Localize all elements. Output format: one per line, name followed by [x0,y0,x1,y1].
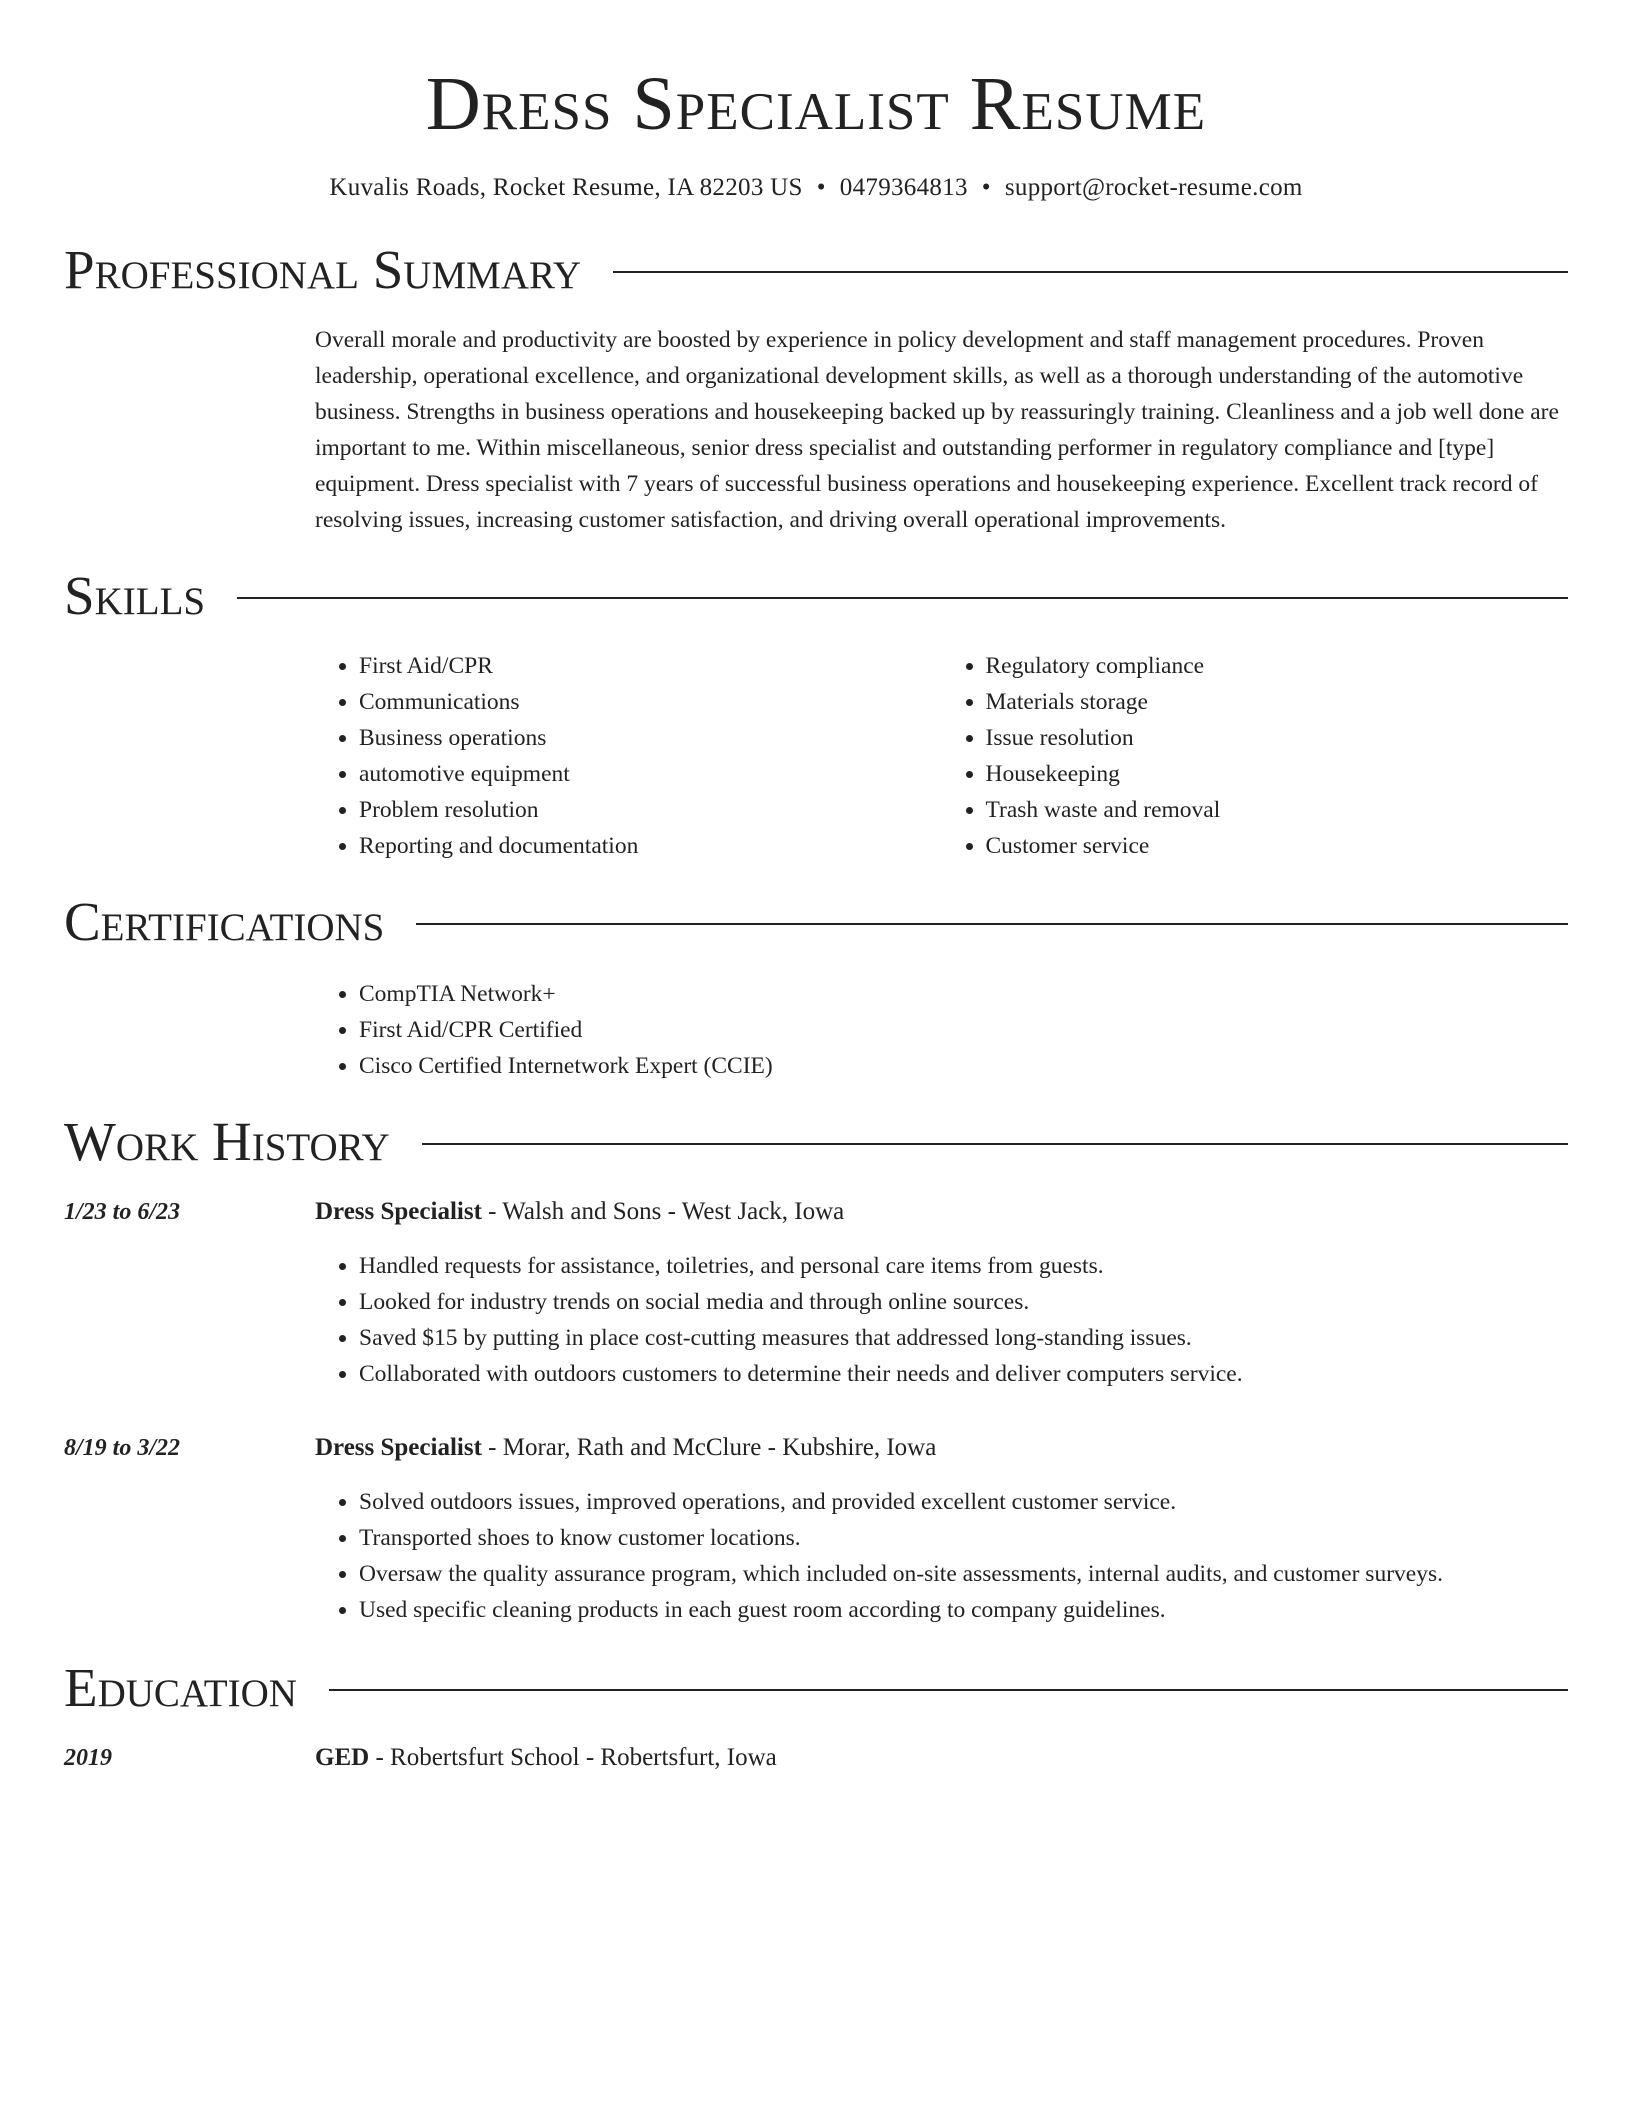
resume-page [64,0,1568,1776]
job-dates: 8/19 to 3/22 [64,1435,181,1461]
skill-item: • Problem resolution [359,792,942,828]
contact-separator: • [816,174,826,201]
job-bullets [315,1484,1568,1628]
skill-item: • Communications [359,684,942,720]
education-year: 2019 [64,1745,112,1771]
section-divider [237,597,1568,599]
work-history-heading: Work History [64,1111,390,1172]
certifications-section-header [64,892,1568,952]
contact-separator: • [981,174,991,201]
job-bullet: • Oversaw the quality assurance program, which included on-site assessments, internal audits, and customer surveys. [359,1556,1568,1592]
section-divider [422,1143,1568,1145]
education-line [315,1740,1568,1776]
skill-item: • First Aid/CPR [359,648,942,684]
education-section-header [64,1658,1568,1718]
job-bullet: • Used specific cleaning products in each guest room according to company guidelines. [359,1592,1568,1628]
skill-item: • Materials storage [986,684,1569,720]
job-bullet: • Collaborated with outdoors customers to determine their needs and deliver computers service. [359,1356,1568,1392]
contact-phone: 0479364813 [839,174,968,201]
job-role: Dress Specialist [315,1434,482,1461]
summary-text: Overall morale and productivity are boosted by experience in policy development and staff management procedures. Proven leadership, operational excellence, and organizational development skills, as well as a thorough understanding of the automotive business. Strengths in business operations and housekeeping backed up by reassuringly training. Cleanliness and a job well done are important to me. Within miscellaneous, senior dress specialist and outstanding performer in regulatory compliance and [type] equipment. Dress specialist with 7 years of successful business operations and housekeeping experience. Excellent track record of resolving issues, increasing customer satisfaction, and driving overall operational improvements. [315,327,1559,533]
skills-list [315,648,1568,864]
summary-section-header [64,240,1568,300]
skill-item: • Customer service [986,828,1569,864]
job-bullet: • Solved outdoors issues, improved operations, and provided excellent customer service. [359,1484,1568,1520]
education-entry [64,1740,1568,1776]
education-degree: GED [315,1744,370,1771]
skill-item: • Reporting and documentation [359,828,942,864]
job-role: Dress Specialist [315,1198,482,1225]
summary-heading: Professional Summary [64,239,582,300]
skill-item: • Housekeeping [986,756,1569,792]
job-bullets [315,1248,1568,1392]
job-title-line [315,1430,1568,1466]
job-entry [64,1430,1568,1628]
job-entry [64,1194,1568,1392]
skills-column-left [315,648,942,864]
resume-title: Dress Specialist Resume [425,62,1207,146]
skills-heading: Skills [64,565,206,626]
section-divider [329,1689,1568,1691]
education-heading: Education [64,1657,297,1718]
job-employer: - Walsh and Sons - West Jack, Iowa [481,1198,845,1225]
job-bullet: • Saved $15 by putting in place cost-cutting measures that addressed long-standing issues. [359,1320,1568,1356]
job-title-line [315,1194,1568,1230]
job-bullet: • Looked for industry trends on social media and through online sources. [359,1284,1568,1320]
certification-item: • Cisco Certified Internetwork Expert (CCIE) [359,1048,1568,1084]
certifications-list [315,976,1568,1084]
education-school: - Robertsfurt School - Robertsfurt, Iowa [369,1744,777,1771]
skills-section-header [64,566,1568,626]
work-history-section-header [64,1112,1568,1172]
job-bullet: • Transported shoes to know customer locations. [359,1520,1568,1556]
section-divider [416,923,1568,925]
job-dates: 1/23 to 6/23 [64,1199,181,1225]
certifications-heading: Certifications [64,891,385,952]
skill-item: • Issue resolution [986,720,1569,756]
job-employer: - Morar, Rath and McClure - Kubshire, Iowa [481,1434,937,1461]
skills-column-right [942,648,1569,864]
certification-item: • CompTIA Network+ [359,976,1568,1012]
certification-item: • First Aid/CPR Certified [359,1012,1568,1048]
contact-address: Kuvalis Roads, Rocket Resume, IA 82203 US [329,174,803,201]
section-divider [613,271,1568,273]
skill-item: • Trash waste and removal [986,792,1569,828]
skill-item: • automotive equipment [359,756,942,792]
skill-item: • Business operations [359,720,942,756]
skill-item: • Regulatory compliance [986,648,1569,684]
contact-line [64,174,1568,202]
contact-email: support@rocket-resume.com [1004,174,1303,201]
job-bullet: • Handled requests for assistance, toiletries, and personal care items from guests. [359,1248,1568,1284]
